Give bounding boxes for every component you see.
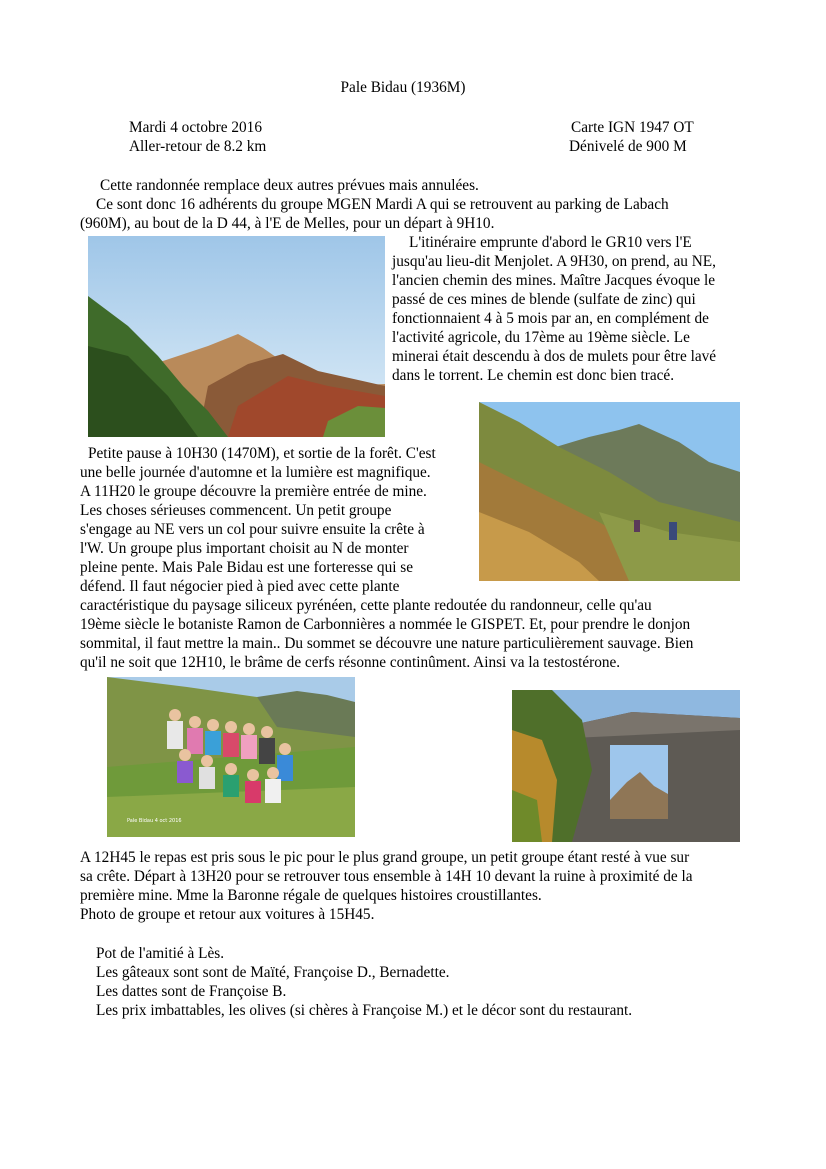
afternoon-line: Photo de groupe et retour aux voitures à 15H45.	[80, 906, 375, 923]
afternoon-line: première mine. Mme la Baronne régale de quelques histoires croustillantes.	[80, 887, 542, 904]
intro-line: Cette randonnée remplace deux autres prévues mais annulées.	[100, 177, 479, 194]
ascent-line: pleine pente. Mais Pale Bidau est une forteresse qui se	[80, 559, 414, 576]
hikers-slope-photo	[479, 402, 740, 581]
hike-distance: Aller-retour de 8.2 km	[129, 138, 267, 155]
ascent-line: qu'il ne soit que 12H10, le brâme de cerfs résonne continûment. Ainsi va la testostérone.	[80, 654, 621, 671]
afternoon-line: A 12H45 le repas est pris sous le pic pour le plus grand groupe, un petit groupe étant resté à vue sur	[80, 849, 690, 866]
hike-date: Mardi 4 octobre 2016	[129, 119, 262, 136]
ascent-line: Les choses sérieuses commencent. Un petit groupe	[80, 502, 392, 519]
mountain-peak-photo	[88, 236, 385, 437]
itinerary-line: minerai était descendu à dos de mulets pour être lavé	[392, 348, 717, 365]
intro-line: Ce sont donc 16 adhérents du groupe MGEN Mardi A qui se retrouvent au parking de Labach	[96, 196, 669, 213]
itinerary-line: L'itinéraire emprunte d'abord le GR10 vers l'E	[409, 234, 692, 251]
ascent-line: une belle journée d'automne et la lumière est magnifique.	[80, 464, 431, 481]
afternoon-line: sa crête. Départ à 13H20 pour se retrouver tous ensemble à 14H 10 devant la ruine à proximité de la	[80, 868, 693, 885]
itinerary-line: fonctionnaient 4 à 5 mois par an, en complément de	[392, 310, 709, 327]
itinerary-line: passé de ces mines de blende (sulfate de zinc) qui	[392, 291, 696, 308]
itinerary-line: l'activité agricole, du 17ème au 19ème siècle. Le	[392, 329, 690, 346]
ruin-window-photo	[512, 690, 740, 842]
closing-line: Les prix imbattables, les olives (si chères à Françoise M.) et le décor sont du restaurant.	[96, 1002, 633, 1019]
ascent-line: 19ème siècle le botaniste Ramon de Carbonnières a nommée le GISPET. Et, pour prendre le donjon	[80, 616, 691, 633]
ascent-line: défend. Il faut négocier pied à pied avec cette plante	[80, 578, 400, 595]
photo-caption: Pale Bidau 4 oct 2016	[127, 818, 182, 824]
itinerary-line: dans le torrent. Le chemin est donc bien tracé.	[392, 367, 675, 384]
itinerary-line: l'ancien chemin des mines. Maître Jacques évoque le	[392, 272, 716, 289]
intro-line: (960M), au bout de la D 44, à l'E de Melles, pour un départ à 9H10.	[80, 215, 495, 232]
ascent-line: Petite pause à 10H30 (1470M), et sortie de la forêt. C'est	[88, 445, 436, 462]
ascent-line: sommital, il faut mettre la main.. Du sommet se découvre une nature particulièrement sauvage. Bien	[80, 635, 694, 652]
closing-line: Les gâteaux sont sont de Maïté, Françoise D., Bernadette.	[96, 964, 450, 981]
ascent-line: s'engage au NE vers un col pour suivre ensuite la crête à	[80, 521, 425, 538]
ascent-line: l'W. Un groupe plus important choisit au N de monter	[80, 540, 409, 557]
itinerary-line: jusqu'au lieu-dit Menjolet. A 9H30, on prend, au NE,	[392, 253, 716, 270]
ascent-line: A 11H20 le groupe découvre la première entrée de mine.	[80, 483, 427, 500]
ascent-line: caractéristique du paysage siliceux pyrénéen, cette plante redoutée du randonneur, celle qu'au	[80, 597, 652, 614]
group-photo	[107, 677, 355, 837]
closing-line: Pot de l'amitié à Lès.	[96, 945, 225, 962]
elevation-gain: Dénivelé de 900 M	[569, 138, 687, 155]
map-reference: Carte IGN 1947 OT	[571, 119, 694, 136]
page-title: Pale Bidau (1936M)	[340, 79, 466, 96]
closing-line: Les dattes sont de Françoise B.	[96, 983, 287, 1000]
